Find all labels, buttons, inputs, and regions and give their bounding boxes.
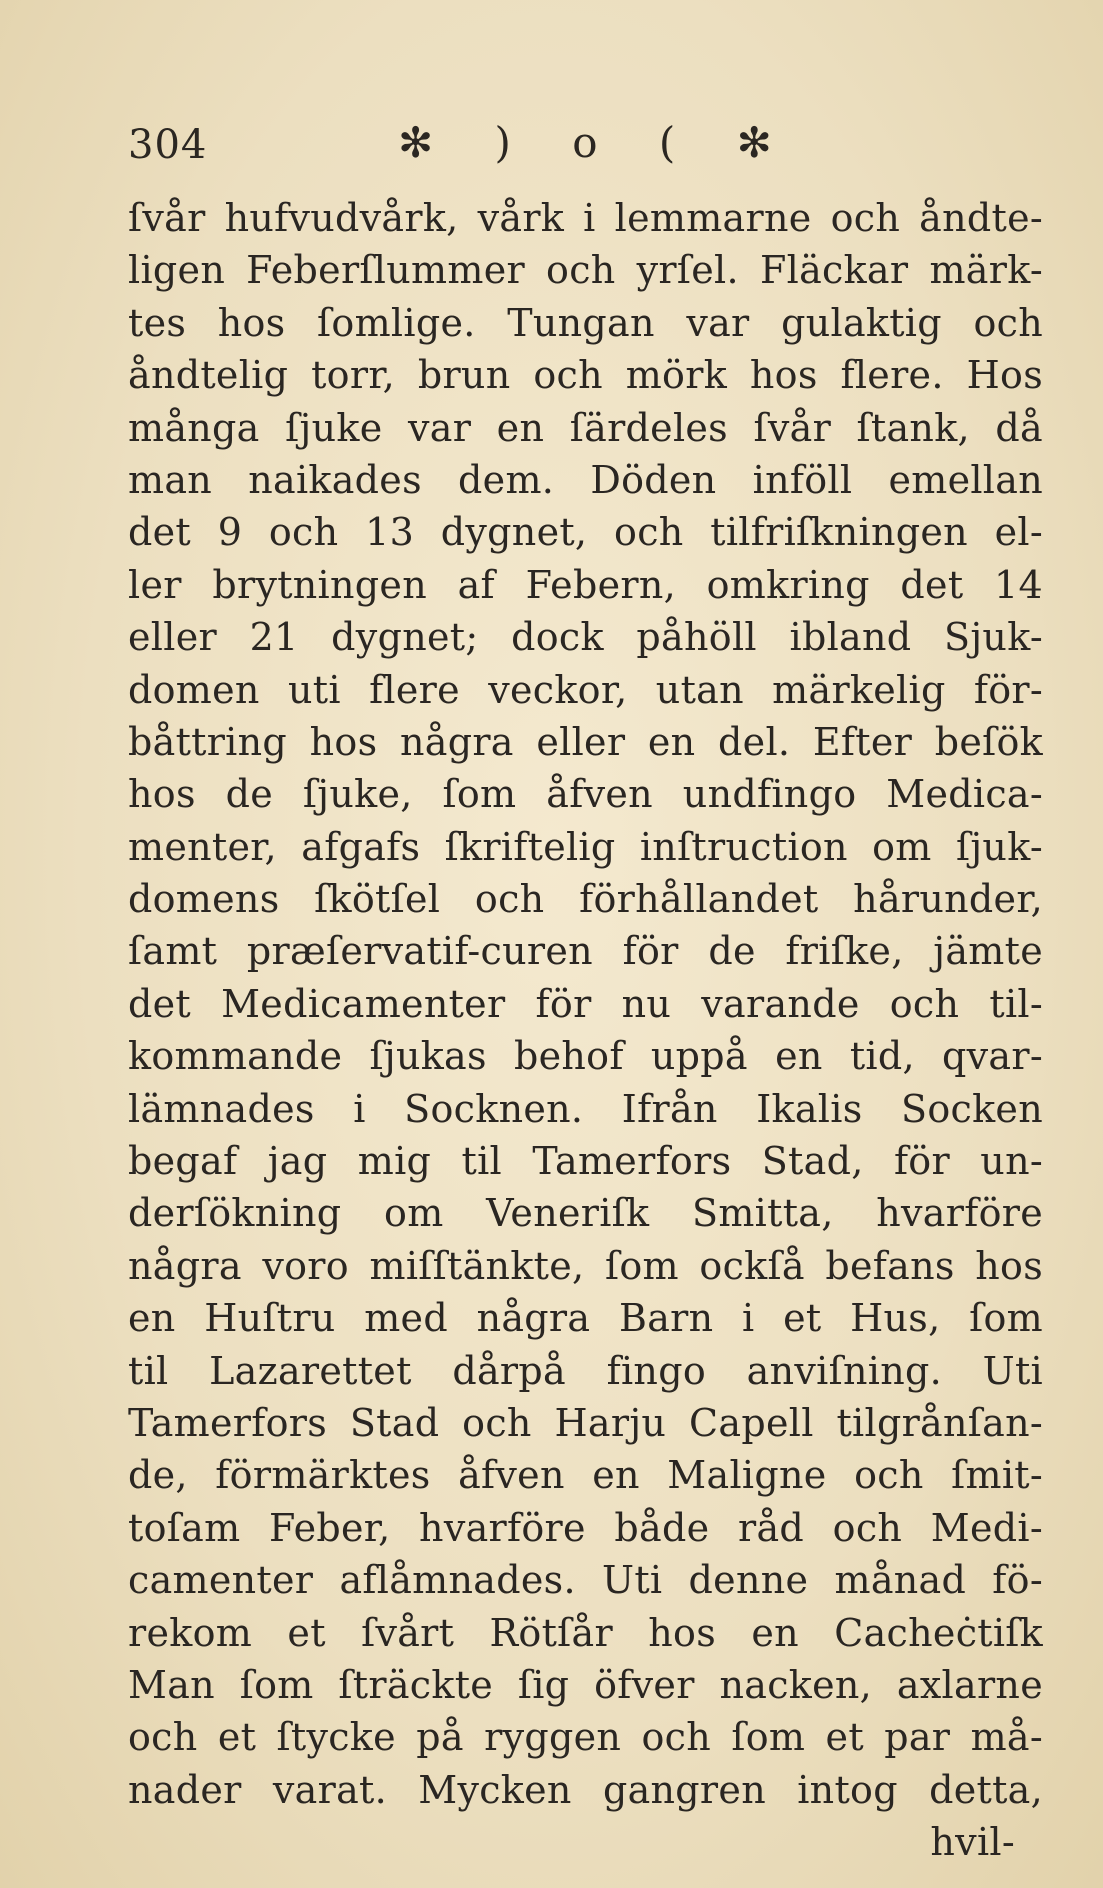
- text-line: ligen Feberſlummer och yrſel. Fläckar märk-: [128, 248, 1043, 293]
- text-line: Tamerfors Stad och Harju Capell tilgrånſan-: [128, 1400, 1043, 1445]
- text-line: lämnades i Socknen. Ifrån Ikalis Socken: [128, 1086, 1043, 1131]
- text-line: åndtelig torr, brun och mörk hos flere. Hos: [128, 353, 1043, 398]
- text-line: toſam Feber, hvarföre både råd och Medi-: [128, 1505, 1043, 1550]
- text-line: några voro miſſtänkte, ſom ockſå befans hos: [128, 1243, 1043, 1288]
- catchword: hvil-: [930, 1820, 1015, 1865]
- running-header: [128, 118, 948, 188]
- text-line: hos de ſjuke, ſom åfven undfingo Medica-: [128, 772, 1043, 817]
- text-line: många ſjuke var en ſärdeles ſvår ſtank, då: [128, 405, 1043, 450]
- text-line: rekom et ſvårt Rötſår hos en Cacheċtiſk: [128, 1610, 1043, 1655]
- text-line: ler brytningen af Febern, omkring det 14: [128, 562, 1043, 607]
- text-line: nader varat. Mycken gangren intog detta,: [128, 1767, 1043, 1812]
- body-text: [128, 192, 1043, 1869]
- text-line: de, förmärktes åfven en Maligne och ſmit-: [128, 1453, 1043, 1498]
- text-line: det 9 och 13 dygnet, och tilfriſkningen el-: [128, 510, 1043, 555]
- text-line: menter, afgafs ſkriftelig inſtruction om ſjuk-: [128, 824, 1043, 869]
- text-line: man naikades dem. Döden inföll emellan: [128, 457, 1043, 502]
- text-line: til Lazarettet dårpå fingo anviſning. Uti: [128, 1348, 1043, 1393]
- text-line: en Huſtru med några Barn i et Hus, ſom: [128, 1296, 1043, 1341]
- text-line: camenter aflåmnades. Uti denne månad fö-: [128, 1558, 1043, 1603]
- text-line: begaf jag mig til Tamerfors Stad, för un-: [128, 1139, 1043, 1184]
- text-line: Man ſom ſträckte ſig öfver nacken, axlarne: [128, 1662, 1043, 1707]
- text-line: domen uti flere veckor, utan märkelig för-: [128, 667, 1043, 712]
- text-line: derſökning om Veneriſk Smitta, hvarföre: [128, 1191, 1043, 1236]
- text-line: och et ſtycke på ryggen och ſom et par må-: [128, 1715, 1043, 1760]
- text-line: domens ſkötſel och förhållandet hårunder,: [128, 877, 1043, 922]
- header-ornament: ✻ ) o ( ✻: [398, 118, 796, 167]
- text-line: båttring hos några eller en del. Efter beſök: [128, 719, 1043, 764]
- text-line: tes hos ſomlige. Tungan var gulaktig och: [128, 300, 1043, 345]
- page-number: 304: [128, 122, 208, 168]
- text-line: ſvår hufvudvårk, vårk i lemmarne och åndte-: [128, 196, 1043, 240]
- text-line: det Medicamenter för nu varande och til-: [128, 981, 1043, 1026]
- text-line: eller 21 dygnet; dock påhöll ibland Sjuk-: [128, 615, 1043, 660]
- text-line: kommande ſjukas behof uppå en tid, qvar-: [128, 1034, 1043, 1079]
- text-line: ſamt præſervatif-curen för de friſke, jämte: [128, 929, 1043, 974]
